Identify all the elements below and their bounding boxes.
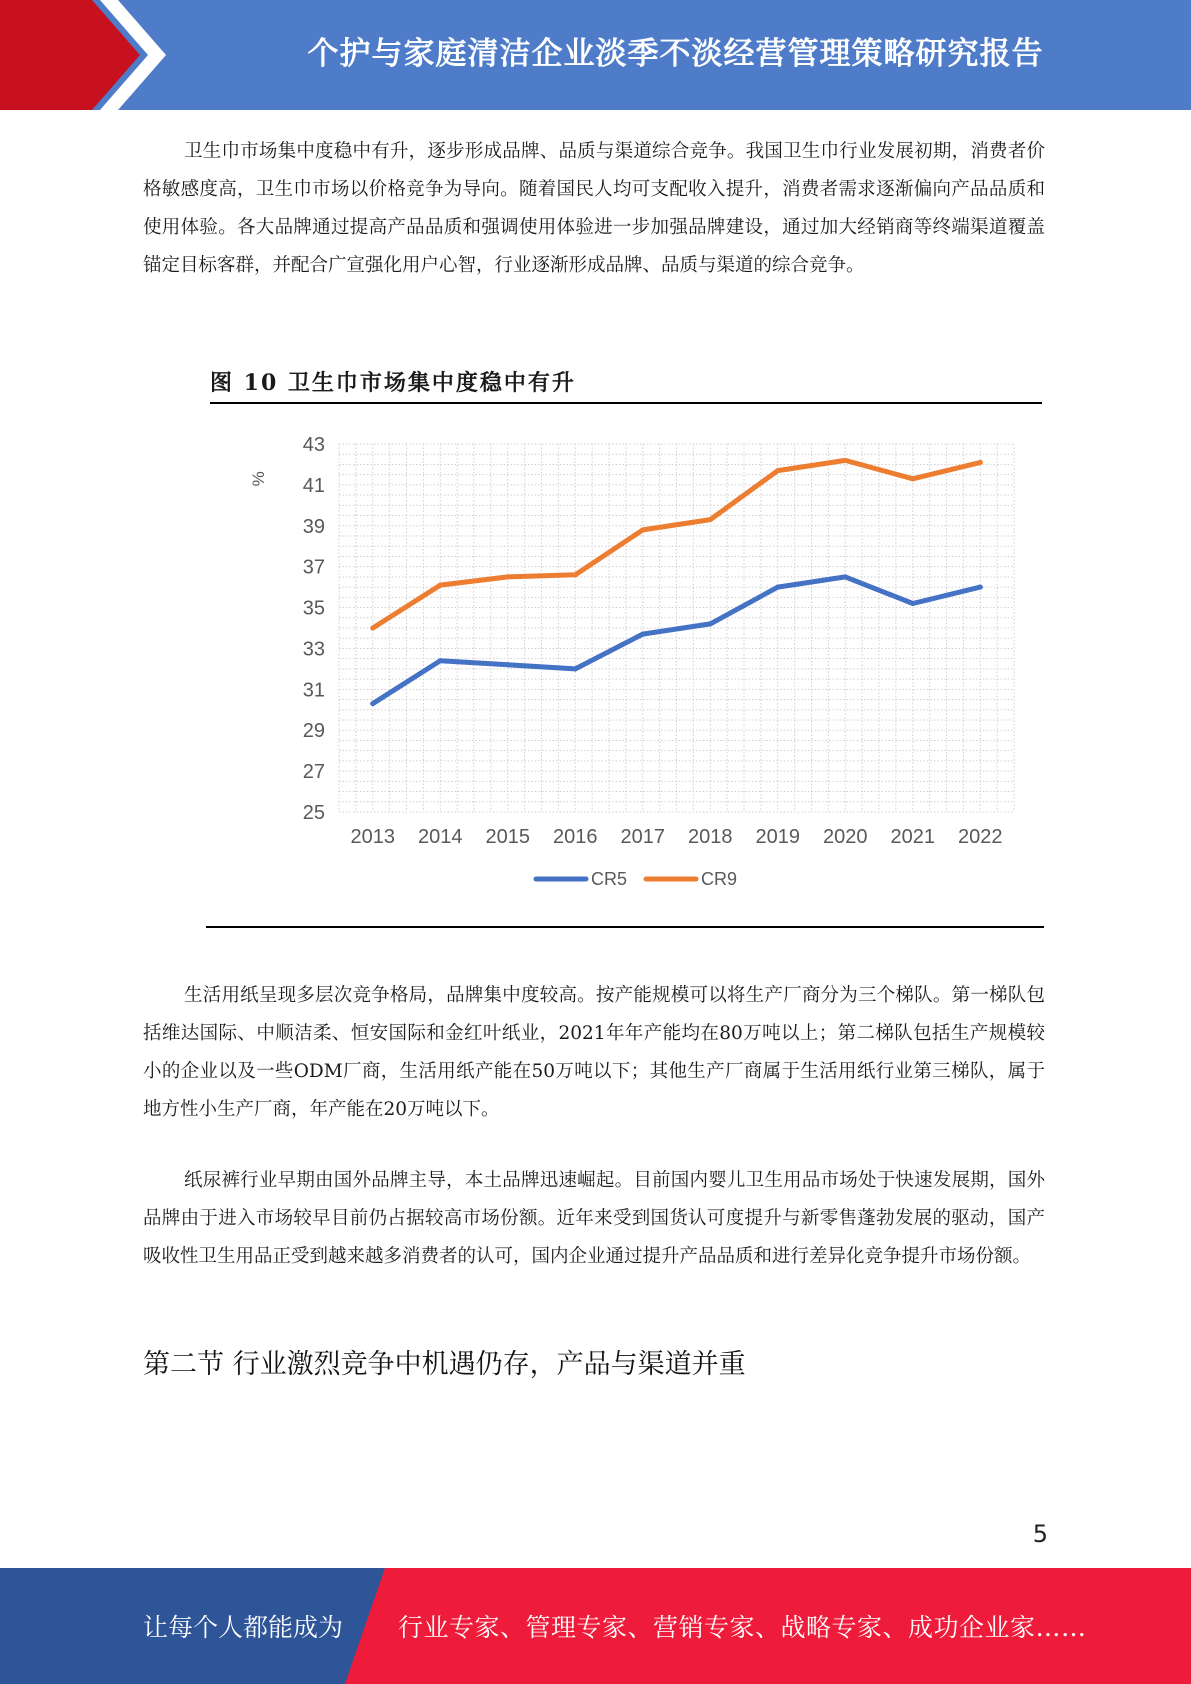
y-axis-label: % — [249, 471, 268, 487]
data-point-cr9 — [573, 572, 578, 577]
x-tick-label: 2021 — [890, 826, 935, 848]
data-point-cr5 — [370, 701, 375, 706]
data-point-cr5 — [640, 632, 645, 637]
x-tick-label: 2014 — [418, 826, 463, 848]
data-point-cr9 — [775, 468, 780, 473]
data-point-cr5 — [573, 666, 578, 671]
data-point-cr5 — [708, 621, 713, 626]
y-tick-label: 39 — [302, 515, 325, 538]
data-point-cr9 — [438, 583, 443, 588]
footer-banner — [0, 1568, 1191, 1684]
x-tick-label: 2013 — [350, 826, 395, 848]
data-point-cr5 — [775, 585, 780, 590]
section-heading: 第二节 行业激烈竞争中机遇仍存，产品与渠道并重 — [143, 1349, 746, 1380]
data-point-cr9 — [708, 517, 713, 522]
data-point-cr5 — [978, 585, 983, 590]
y-tick-label: 41 — [302, 474, 325, 497]
legend-label-cr9: CR9 — [701, 869, 738, 889]
data-point-cr5 — [438, 658, 443, 663]
y-tick-label: 25 — [302, 802, 325, 824]
x-tick-label: 2022 — [958, 826, 1003, 848]
y-tick-label: 35 — [302, 597, 325, 620]
paragraph-sanitary-napkin: 卫生巾市场集中度稳中有升，逐步形成品牌、品质与渠道综合竞争。我国卫生巾行业发展初期，消费者价格敏感度高，卫生巾市场以价格竞争为导向。随着国民人均可支配收入提升，消费者需求逐渐偏向产品品质和使用体验。各大品牌通过提高产品品质和强调使用体验进一步加强品牌建设，通过加大经销商等终端渠道覆盖锚定目标客群，并配合广宣强化用户心智，行业逐渐形成品牌、品质与渠道的综合竞争。 — [143, 141, 1045, 276]
data-point-cr9 — [505, 574, 510, 579]
y-tick-label: 37 — [302, 556, 325, 579]
x-tick-label: 2016 — [553, 826, 598, 848]
y-tick-label: 31 — [302, 679, 325, 702]
line-chart — [206, 420, 1046, 915]
x-tick-label: 2015 — [485, 826, 530, 848]
report-title: 个护与家庭清洁企业淡季不淡经营管理策略研究报告 — [307, 35, 1044, 72]
x-tick-label: 2020 — [823, 826, 868, 848]
data-point-cr9 — [370, 626, 375, 631]
legend-label-cr5: CR5 — [591, 869, 628, 889]
page-number: 5 — [1032, 1520, 1048, 1548]
data-point-cr5 — [910, 601, 915, 606]
data-point-cr9 — [910, 476, 915, 481]
x-tick-label: 2018 — [688, 826, 733, 848]
figure-title: 图 10 卫生巾市场集中度稳中有升 — [210, 368, 1042, 404]
x-tick-label: 2019 — [755, 826, 800, 848]
y-tick-label: 43 — [302, 434, 325, 456]
data-point-cr5 — [843, 574, 848, 579]
y-tick-label: 33 — [302, 638, 325, 661]
footer-slogan-left: 让每个人都能成为 — [143, 1613, 344, 1642]
data-point-cr9 — [640, 527, 645, 532]
y-tick-label: 29 — [302, 720, 325, 743]
data-point-cr9 — [978, 460, 983, 465]
y-tick-label: 27 — [302, 761, 325, 784]
data-point-cr5 — [505, 662, 510, 667]
footer-slogan-right: 行业专家、管理专家、营销专家、战略专家、成功企业家…… — [398, 1613, 1087, 1642]
header-banner — [0, 0, 1191, 110]
x-tick-label: 2017 — [620, 826, 665, 848]
figure-bottom-rule — [206, 926, 1044, 928]
paragraph-tissue-paper: 生活用纸呈现多层次竞争格局，品牌集中度较高。按产能规模可以将生产厂商分为三个梯队。第一梯队包括维达国际、中顺洁柔、恒安国际和金红叶纸业，2021年年产能均在80万吨以上；第二梯队包括生产规模较小的企业以及一些ODM厂商，生活用纸产能在50万吨以下；其他生产厂商属于生活用纸行业第三梯队，属于地方性小生产厂商，年产能在20万吨以下。 — [143, 985, 1045, 1120]
paragraph-diapers: 纸尿裤行业早期由国外品牌主导，本土品牌迅速崛起。目前国内婴儿卫生用品市场处于快速发展期，国外品牌由于进入市场较早目前仍占据较高市场份额。近年来受到国货认可度提升与新零售蓬勃发展的驱动，国产吸收性卫生用品正受到越来越多消费者的认可，国内企业通过提升产品品质和进行差异化竞争提升市场份额。 — [143, 1170, 1045, 1267]
data-point-cr9 — [843, 458, 848, 463]
